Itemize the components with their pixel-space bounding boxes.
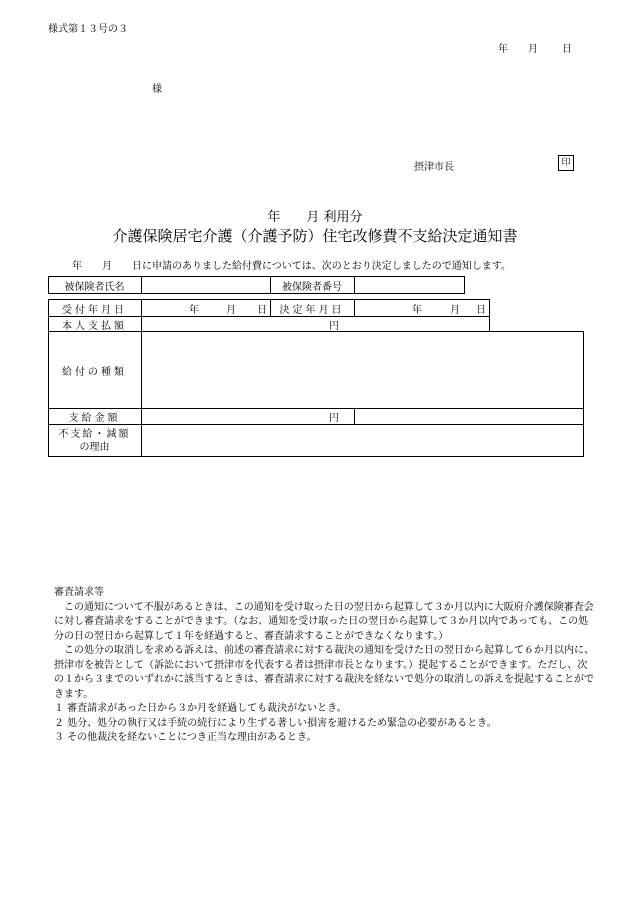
received-date-label: 受付年月日 bbox=[62, 304, 127, 316]
decision-date-value[interactable] bbox=[354, 299, 490, 317]
divider bbox=[354, 408, 355, 425]
notice-heading: 審査請求等 bbox=[54, 587, 104, 598]
reason-value[interactable] bbox=[141, 424, 584, 457]
received-date-value[interactable] bbox=[141, 299, 270, 317]
notice-item-2: ２ 処分、処分の執行又は手続の続行により生ずる著しい損害を避けるため緊急の必要があるとき。 bbox=[54, 717, 497, 729]
date-month-label: 月 bbox=[528, 44, 538, 55]
payment-yen: 円 bbox=[329, 413, 339, 424]
issue-date bbox=[498, 40, 572, 55]
payment-amount-label: 支給金額 bbox=[68, 413, 121, 424]
notice-item-3: ３ その他裁決を経ないことにつき正当な理由があるとき。 bbox=[54, 732, 317, 743]
insured-name-value[interactable] bbox=[141, 276, 270, 294]
insured-name-label: 被保険者氏名 bbox=[64, 281, 125, 293]
received-month: 月 bbox=[226, 304, 236, 316]
document-title: 介護保険居宅介護（介護予防）住宅改修費不支給決定通知書 bbox=[112, 227, 518, 245]
appeal-notice bbox=[54, 586, 594, 746]
benefit-type-label: 給付の種類 bbox=[62, 366, 127, 378]
insured-number-value[interactable] bbox=[354, 276, 465, 294]
notice-paragraph-2: この処分の取消しを求める訴えは、前述の審査請求に対する裁決の通知を受けた日の翌日から起算して６か月以内に、摂津市を被告として（訴訟において摂津市を代表する者は摂津市長となります。）提起することができます。ただし、次の１から３までのいずれかに該当するときは、審査請求に対する裁決を経ないで処分の取消しの訴えを提起することができます。 bbox=[54, 645, 594, 700]
self-pay-label: 本人支払額 bbox=[62, 320, 127, 332]
reason-label bbox=[48, 424, 141, 457]
self-pay-yen: 円 bbox=[329, 320, 339, 332]
intro-sentence: 年 月 日に申請のありました給付費については、次のとおり決定しましたので通知します。 bbox=[72, 261, 511, 272]
received-year: 年 bbox=[189, 304, 199, 316]
received-day: 日 bbox=[257, 304, 267, 316]
notice-item-1: １ 審査請求があった日から３か月を経過しても裁決がないとき。 bbox=[54, 703, 347, 714]
decision-day: 日 bbox=[476, 304, 486, 316]
insured-number-label: 被保険者番号 bbox=[282, 281, 342, 293]
date-day-label: 日 bbox=[562, 44, 572, 55]
reason-label-line-1: 不支給・減額 bbox=[58, 428, 131, 440]
self-pay-value[interactable] bbox=[141, 316, 490, 332]
seal-stamp-box: 印 bbox=[558, 155, 574, 171]
recipient-suffix: 様 bbox=[152, 84, 162, 95]
payment-amount-value[interactable] bbox=[141, 408, 354, 425]
issuer-name: 摂津市長 bbox=[414, 162, 454, 173]
decision-month: 月 bbox=[450, 304, 460, 316]
notice-paragraph-1: この通知について不服があるときは、この通知を受け取った日の翌日から起算して３か月以内に大阪府介護保険審査会に対し審査請求をすることができます。（なお、通知を受け取った日の翌日から起算して３か月以内であっても、この処分の日の翌日から起算して１年を経過すると、審査請求することができなくなります。） bbox=[54, 601, 594, 642]
usage-period: 年 月 利用分 bbox=[267, 210, 363, 225]
form-number: 様式第１３号の３ bbox=[48, 24, 128, 35]
decision-year: 年 bbox=[412, 304, 422, 316]
benefit-type-value[interactable] bbox=[141, 331, 584, 409]
date-year-label: 年 bbox=[498, 44, 508, 55]
reason-label-line-2: の理由 bbox=[79, 441, 110, 453]
decision-date-label: 決定年月日 bbox=[279, 304, 345, 316]
